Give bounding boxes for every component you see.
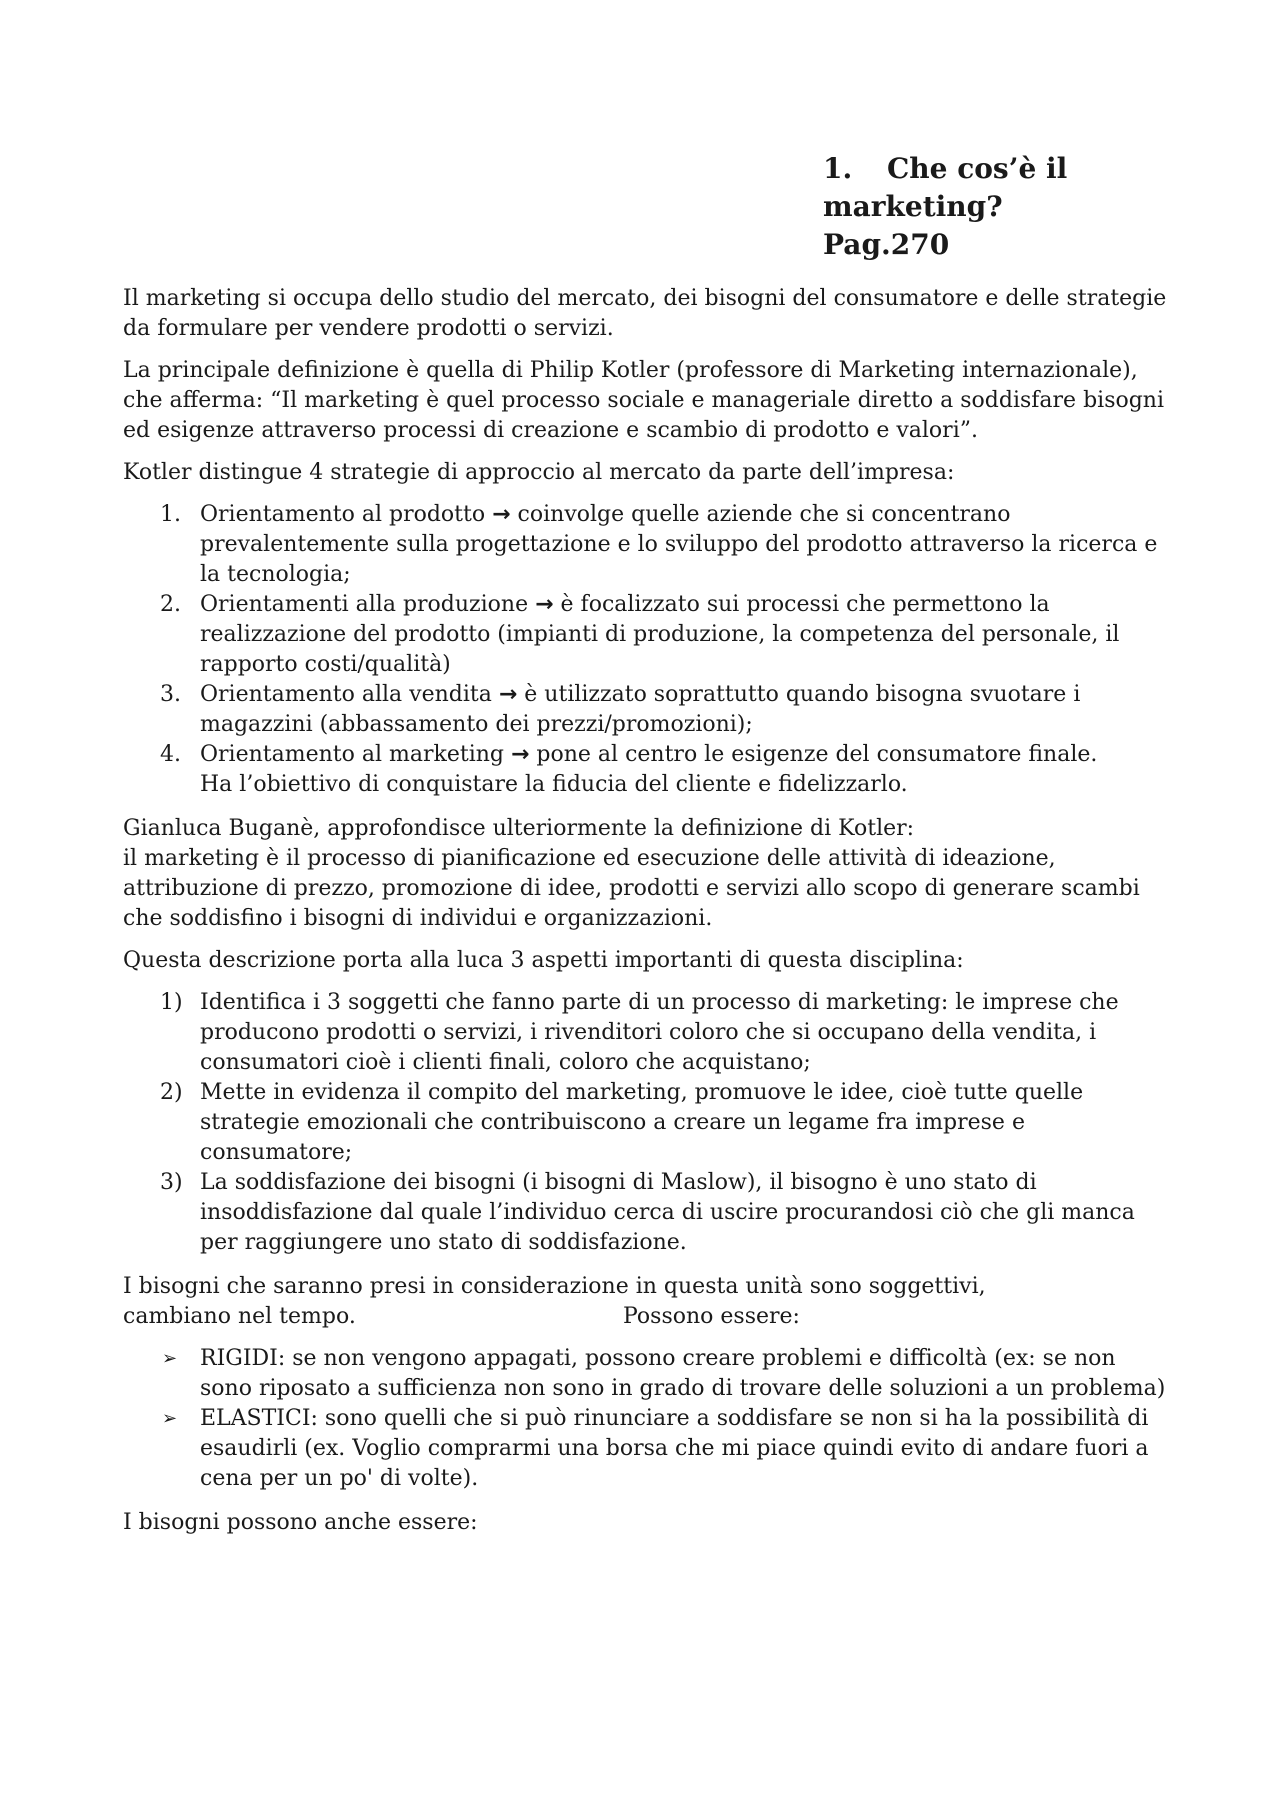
list-item: [123, 1078, 1173, 1168]
list-item: [123, 988, 1173, 1078]
arrow-right-icon: →: [492, 502, 511, 527]
list-item: [123, 1344, 1173, 1404]
section-heading: [823, 150, 1223, 264]
paragraph-needs-also: I bisogni possono anche essere:: [123, 1510, 478, 1535]
list-marker: 4.: [160, 742, 181, 767]
arrow-right-icon: →: [498, 682, 518, 707]
list-marker: 3.: [160, 682, 181, 707]
need-type-text: RIGIDI: se non vengono appagati, possono creare problemi e difficoltà (ex: se non sono riposato a sufficienza non sono in grado di trovare delle soluzioni a un problema): [200, 1346, 1166, 1401]
paragraph-bugane-intro: Gianluca Buganè, approfondisce ulteriormente la definizione di Kotler:: [123, 816, 915, 841]
list-item: [123, 680, 1173, 740]
document-body: [123, 284, 1173, 1550]
strategy-text: pone al centro le esigenze del consumatore finale.: [536, 742, 1098, 767]
list-item: [123, 1404, 1173, 1494]
needs-line-1: I bisogni che saranno presi in considerazione in questa unità sono soggettivi,: [123, 1274, 986, 1299]
strategy-title: Orientamento alla vendita: [200, 682, 492, 707]
list-marker: 3): [160, 1170, 183, 1195]
heading-number: 1.: [823, 152, 853, 185]
arrow-bullet-icon: ➢: [162, 1408, 178, 1429]
paragraph-bugane-definition: il marketing è il processo di pianificazione ed esecuzione delle attività di ideazione, attribuzione di prezzo, promozione di idee, prodotti e servizi allo scopo di generare scambi che soddisfino i bisogni di individui e organizzazioni.: [123, 846, 1140, 931]
strategy-extra-text: Ha l’obiettivo di conquistare la fiducia del cliente e fidelizzarlo.: [200, 772, 908, 797]
strategy-text: è utilizzato soprattutto quando bisogna svuotare i magazzini (abbassamento dei prezzi/promozioni);: [200, 682, 1081, 737]
heading-line-1: Che cos’è il: [887, 152, 1068, 185]
aspects-list: [123, 988, 1173, 1258]
paragraph-needs: [123, 1272, 1173, 1332]
list-item: [123, 500, 1173, 590]
paragraph-kotler-definition: La principale definizione è quella di Philip Kotler (professore di Marketing internazionale), che afferma: “Il marketing è quel processo sociale e manageriale diretto a soddisfare bisogni ed esigenze attraverso processi di creazione e scambio di prodotto e valori”.: [123, 358, 1165, 443]
list-marker: 1.: [160, 502, 181, 527]
needs-line-2a: cambiano nel tempo.: [123, 1304, 356, 1329]
aspect-text: La soddisfazione dei bisogni (i bisogni di Maslow), il bisogno è uno stato di insoddisfazione dal quale l’individuo cerca di uscire procurandosi ciò che gli manca per raggiungere uno stato di soddisfazione.: [200, 1170, 1135, 1255]
paragraph-aspects-intro: Questa descrizione porta alla luca 3 aspetti importanti di questa disciplina:: [123, 948, 964, 973]
paragraph-intro: Il marketing si occupa dello studio del mercato, dei bisogni del consumatore e delle strategie da formulare per vendere prodotti o servizi.: [123, 286, 1167, 341]
list-marker: 1): [160, 990, 183, 1015]
strategy-text: è focalizzato sui processi che permettono la realizzazione del prodotto (impianti di produzione, la competenza del personale, il rapporto costi/qualità): [200, 592, 1120, 677]
strategy-title: Orientamento al prodotto: [200, 502, 486, 527]
arrow-right-icon: →: [535, 592, 554, 617]
list-item: [123, 740, 1173, 800]
strategies-list: [123, 500, 1173, 800]
heading-line-2: marketing?: [823, 190, 1003, 223]
paragraph-kotler-strategies: Kotler distingue 4 strategie di approccio al mercato da parte dell’impresa:: [123, 460, 955, 485]
strategy-text: coinvolge quelle aziende che si concentrano prevalentemente sulla progettazione e lo sviluppo del prodotto attraverso la ricerca e la tecnologia;: [200, 502, 1158, 587]
arrow-bullet-icon: ➢: [162, 1348, 178, 1369]
needs-line-2b: Possono essere:: [623, 1304, 800, 1329]
list-marker: 2): [160, 1080, 183, 1105]
need-types-list: [123, 1344, 1173, 1494]
aspect-text: Mette in evidenza il compito del marketing, promuove le idee, cioè tutte quelle strategie emozionali che contribuiscono a creare un legame fra imprese e consumatore;: [200, 1080, 1084, 1165]
aspect-text: Identifica i 3 soggetti che fanno parte di un processo di marketing: le imprese che producono prodotti o servizi, i rivenditori coloro che si occupano della vendita, i consumatori cioè i clienti finali, coloro che acquistano;: [200, 990, 1119, 1075]
strategy-title: Orientamenti alla produzione: [200, 592, 529, 617]
need-type-text: ELASTICI: sono quelli che si può rinunciare a soddisfare se non si ha la possibilità di esaudirli (ex. Voglio comprarmi una borsa che mi piace quindi evito di andare fuori a cena per un po' di volte).: [200, 1406, 1149, 1491]
list-item: [123, 590, 1173, 680]
arrow-right-icon: →: [510, 742, 530, 767]
strategy-title: Orientamento al marketing: [200, 742, 504, 767]
heading-line-3: Pag.270: [823, 228, 950, 261]
list-marker: 2.: [160, 592, 181, 617]
list-item: [123, 1168, 1173, 1258]
